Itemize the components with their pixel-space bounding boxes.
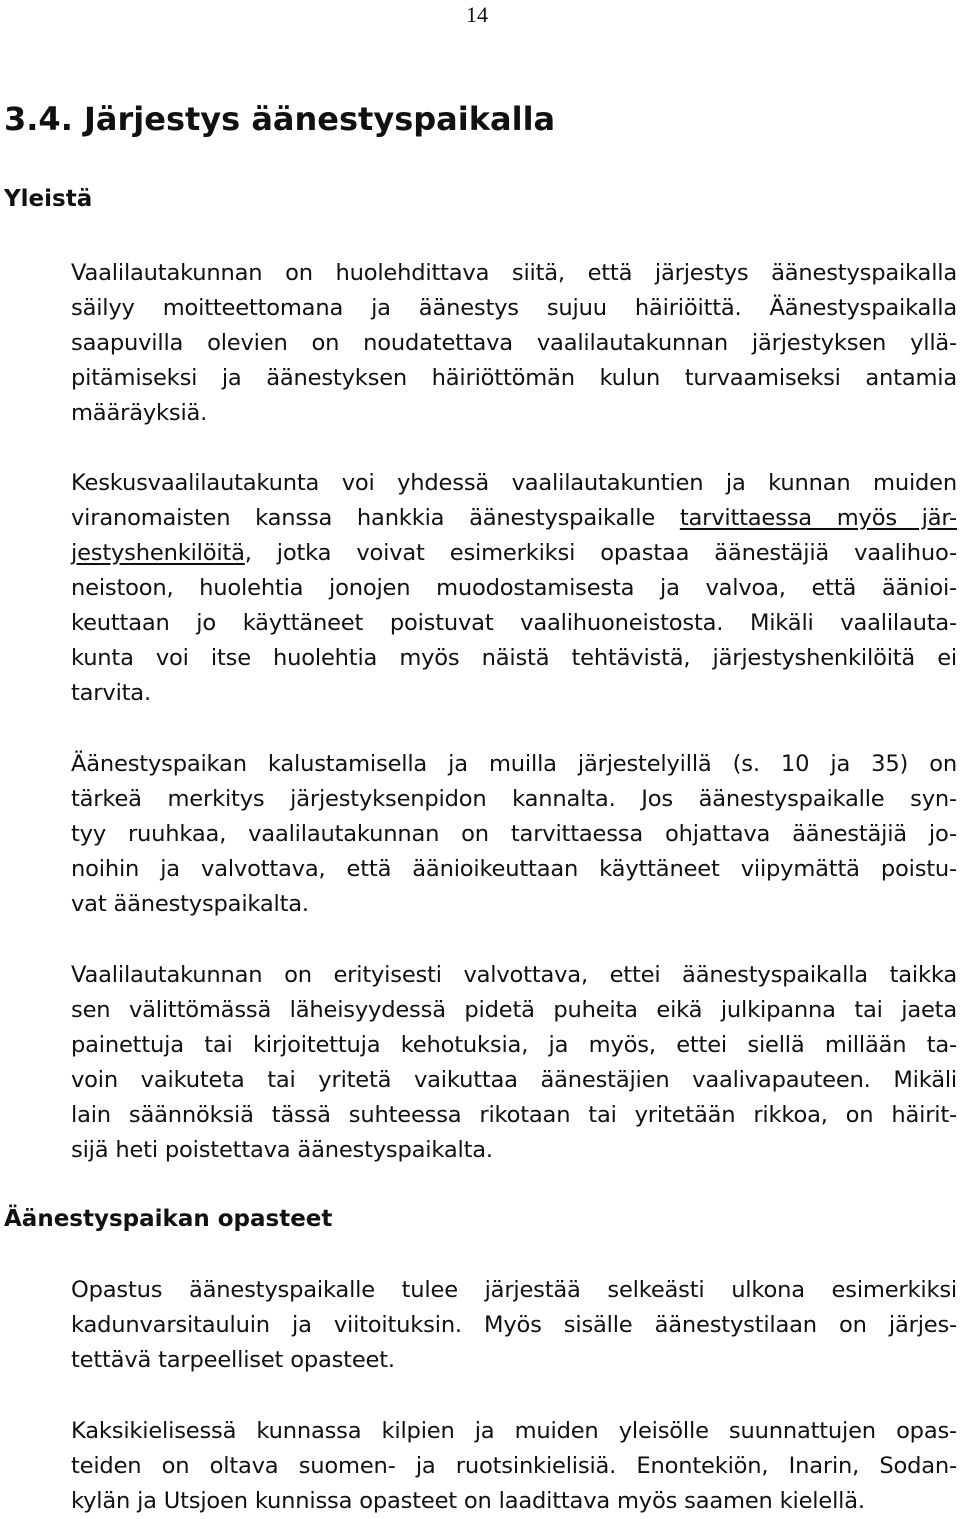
text-line: Vaalilautakunnan on erityisesti valvottava, ettei äänestyspaikalla taikka <box>71 962 957 988</box>
paragraph-5 <box>71 1273 957 1378</box>
text-line: keuttaan jo käyttäneet poistuvat vaalihuoneistosta. Mikäli vaalilauta- <box>71 610 957 636</box>
text-line: Keskusvaalilautakunta voi yhdessä vaalilautakuntien ja kunnan muiden <box>71 470 957 496</box>
paragraph-3 <box>71 747 957 922</box>
text-line: pitämiseksi ja äänestyksen häiriöttömän kulun turvaamiseksi antamia <box>71 365 957 391</box>
underlined-phrase: jestyshenkilöitä <box>71 540 245 566</box>
text-segment: viranomaisten kanssa hankkia äänestyspaikalle <box>71 505 680 531</box>
text-line <box>71 501 957 536</box>
text-line: voin vaikuteta tai yritetä vaikuttaa äänestäjien vaalivapauteen. Mikäli <box>71 1067 957 1093</box>
text-line: painettuja tai kirjoitettuja kehotuksia, ja myös, ettei siellä millään ta- <box>71 1032 957 1058</box>
text-line: tettävä tarpeelliset opasteet. <box>71 1347 395 1373</box>
text-line: sen välittömässä läheisyydessä pidetä puheita eikä julkipanna tai jaeta <box>71 997 957 1023</box>
text-line: määräyksiä. <box>71 400 208 426</box>
text-line: lain säännöksiä tässä suhteessa rikotaan tai yritetään rikkoa, on häirit- <box>71 1102 957 1128</box>
text-line: tyy ruuhkaa, vaalilautakunnan on tarvittaessa ohjattava äänestäjiä jo- <box>71 821 957 847</box>
text-line: kadunvarsitauluin ja viitoituksin. Myös sisälle äänestystilaan on järjes- <box>71 1312 957 1338</box>
text-line: saapuvilla olevien on noudatettava vaalilautakunnan järjestyksen yllä- <box>71 330 957 356</box>
text-line: kunta voi itse huolehtia myös näistä tehtävistä, järjestyshenkilöitä ei <box>71 645 957 671</box>
text-line: noihin ja valvottava, että äänioikeuttaan käyttäneet viipymättä poistu- <box>71 856 957 882</box>
subheading-signs: Äänestyspaikan opasteet <box>4 1206 333 1232</box>
text-line: Opastus äänestyspaikalle tulee järjestää selkeästi ulkona esimerkiksi <box>71 1277 957 1303</box>
paragraph-4 <box>71 958 957 1168</box>
text-line <box>71 536 957 571</box>
page-number: 14 <box>466 2 488 27</box>
text-line: kylän ja Utsjoen kunnissa opasteet on laadittava myös saamen kielellä. <box>71 1488 865 1514</box>
text-line: tarvita. <box>71 680 151 706</box>
text-line: säilyy moitteettomana ja äänestys sujuu häiriöittä. Äänestyspaikalla <box>71 295 957 321</box>
text-segment: , jotka voivat esimerkiksi opastaa äänestäjiä vaalihuo- <box>244 540 957 566</box>
underlined-phrase: tarvittaessa myös jär- <box>679 505 957 531</box>
paragraph-1 <box>71 256 957 431</box>
text-line: Kaksikielisessä kunnassa kilpien ja muiden yleisölle suunnattujen opas- <box>71 1418 957 1444</box>
text-line: vat äänestyspaikalta. <box>71 891 309 917</box>
paragraph-6 <box>71 1414 957 1519</box>
section-title: 3.4. Järjestys äänestyspaikalla <box>4 100 556 138</box>
text-line: Äänestyspaikan kalustamisella ja muilla järjestelyillä (s. 10 ja 35) on <box>71 751 957 777</box>
subheading-general: Yleistä <box>4 186 93 212</box>
paragraph-2 <box>71 466 957 711</box>
text-line: Vaalilautakunnan on huolehdittava siitä, että järjestys äänestyspaikalla <box>71 260 957 286</box>
text-line: teiden on oltava suomen- ja ruotsinkielisiä. Enontekiön, Inarin, Sodan- <box>71 1453 957 1479</box>
text-line: tärkeä merkitys järjestyksenpidon kannalta. Jos äänestyspaikalle syn- <box>71 786 957 812</box>
text-line: sijä heti poistettava äänestyspaikalta. <box>71 1137 493 1163</box>
text-line: neistoon, huolehtia jonojen muodostamisesta ja valvoa, että äänioi- <box>71 575 957 601</box>
